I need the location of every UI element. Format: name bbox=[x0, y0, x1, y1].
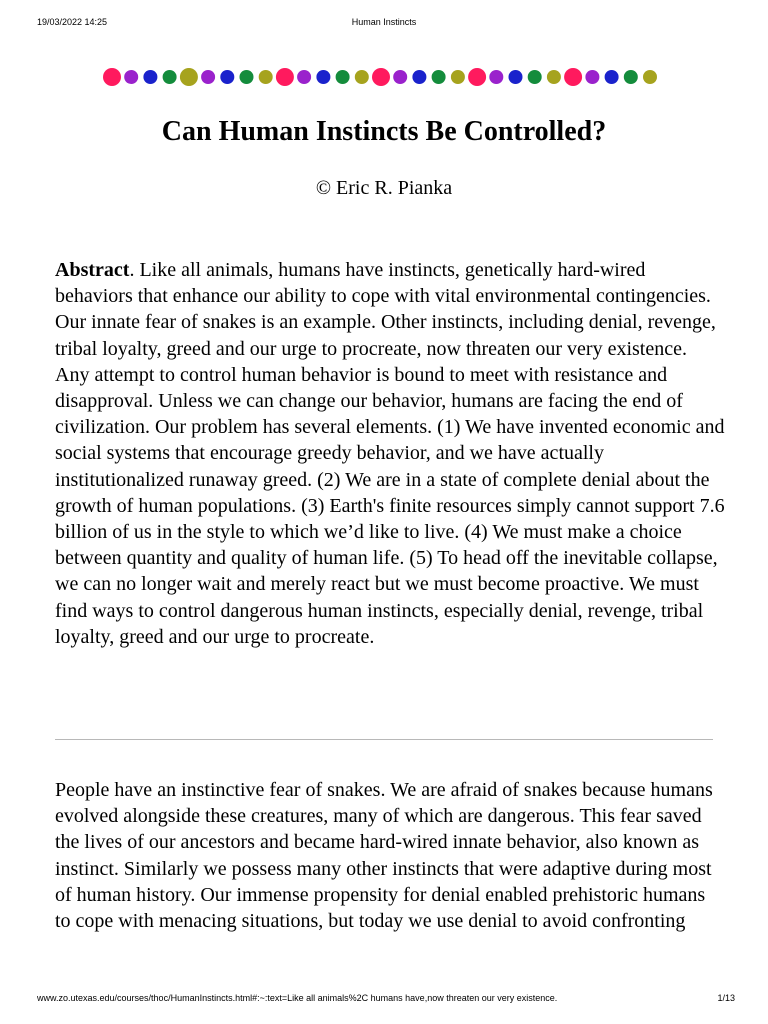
page-title: Can Human Instincts Be Controlled? bbox=[161, 116, 607, 147]
body-paragraph: People have an instinctive fear of snakes. We are afraid of snakes because humans evolved alongside these creatures, many of which are dangerous. This fear saved the lives of our ancestors and became hard-wired innate behavior, also known as instinct. Similarly we possess many other instincts that were adaptive during most of human history. Our immense propensity for denial enabled prehistoric humans to cope with menacing situations, but today we use denial to avoid confronting bbox=[55, 779, 713, 933]
decorative-dot bbox=[355, 70, 369, 84]
decorative-dot bbox=[201, 70, 215, 84]
decorative-dot bbox=[564, 68, 582, 86]
decorative-dot bbox=[451, 70, 465, 84]
author-credit: © Eric R. Pianka bbox=[315, 177, 453, 199]
decorative-dot bbox=[393, 70, 407, 84]
abstract-paragraph bbox=[55, 257, 725, 650]
print-page-title: Human Instincts bbox=[351, 17, 417, 27]
decorative-dots-bar bbox=[0, 66, 768, 88]
print-datetime: 19/03/2022 14:25 bbox=[37, 17, 108, 27]
section-divider bbox=[55, 739, 713, 740]
decorative-dot bbox=[163, 70, 177, 84]
decorative-dot bbox=[276, 68, 294, 86]
decorative-dot bbox=[259, 70, 273, 84]
decorative-dot bbox=[412, 70, 426, 84]
decorative-dot bbox=[103, 68, 121, 86]
decorative-dot bbox=[605, 70, 619, 84]
decorative-dot bbox=[509, 70, 523, 84]
decorative-dot bbox=[240, 70, 254, 84]
print-url: www.zo.utexas.edu/courses/thoc/HumanInstincts.html#:~:text=Like all animals%2C humans have,now threaten our very existence. bbox=[37, 993, 558, 1003]
dots-group bbox=[103, 68, 657, 86]
decorative-dot bbox=[432, 70, 446, 84]
print-header bbox=[0, 17, 768, 31]
decorative-dot bbox=[468, 68, 486, 86]
decorative-dot bbox=[180, 68, 198, 86]
decorative-dot bbox=[297, 70, 311, 84]
decorative-dot bbox=[643, 70, 657, 84]
decorative-dot bbox=[547, 70, 561, 84]
abstract-lead-text: . Like all animals, humans have instincts, genetically hard-wired behaviors that enhance our ability to cope with vital environmental contingencies. Our innate fear of snakes is an example. Other instincts, including denial, revenge, tribal loyalty, greed and our urge to procreate, now threaten our very existence bbox=[55, 259, 716, 360]
decorative-dot bbox=[336, 70, 350, 84]
decorative-dot bbox=[143, 70, 157, 84]
decorative-dot bbox=[316, 70, 330, 84]
decorative-dot bbox=[585, 70, 599, 84]
decorative-dot bbox=[624, 70, 638, 84]
decorative-dot bbox=[124, 70, 138, 84]
decorative-dot bbox=[528, 70, 542, 84]
print-page-number: 1/13 bbox=[717, 993, 735, 1003]
decorative-dot bbox=[372, 68, 390, 86]
abstract-label: Abstract bbox=[55, 259, 130, 281]
decorative-dot bbox=[489, 70, 503, 84]
abstract-rest-text: . Any attempt to control human behavior is bound to meet with resistance and disapproval. Unless we can change our behavior, humans are facing the end of civilization. Our problem has several elements. (1) We have invented economic and social systems that encourage greedy behavior, and we have actually institutionalized runaway greed. (2) We are in a state of complete denial about the growth of human populations. (3) Earth's finite resources simply cannot support 7.6 billion of us in the style to which we’d like to live. (4) We must make a choice between quantity and quality of human life. (5) To head off the inevitable collapse, we can no longer wait and merely react but we must become proactive. We must find ways to control dangerous human instincts, especially denial, revenge, tribal loyalty, greed and our urge to procreate. bbox=[55, 337, 725, 648]
decorative-dot bbox=[220, 70, 234, 84]
